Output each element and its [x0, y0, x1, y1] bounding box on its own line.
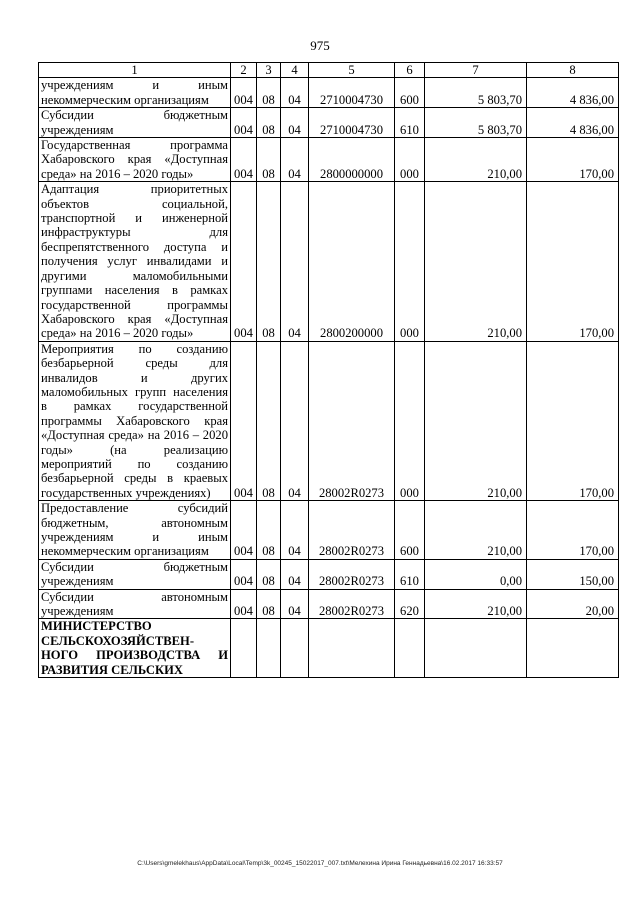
row-value-cell: 08 [257, 559, 281, 589]
row-value-cell: 04 [281, 559, 309, 589]
page-number: 975 [310, 38, 330, 53]
row-value-cell: 5 803,70 [425, 108, 527, 138]
row-value-cell: 000 [395, 341, 425, 500]
row-value-cell: 04 [281, 78, 309, 108]
row-value-cell: 0,00 [425, 559, 527, 589]
row-value-cell: 28002R0273 [309, 501, 395, 560]
column-header: 2 [231, 63, 257, 78]
row-value-cell [257, 619, 281, 678]
row-value-cell: 28002R0273 [309, 559, 395, 589]
row-name-cell: Предоставление субсидий бюджетным, автономным учреждениям и иным некоммерческим организациям [39, 501, 231, 560]
row-value-cell [395, 619, 425, 678]
row-value-cell: 08 [257, 501, 281, 560]
row-value-cell: 620 [395, 589, 425, 619]
row-value-cell [231, 619, 257, 678]
row-value-cell: 08 [257, 341, 281, 500]
row-value-cell: 28002R0273 [309, 341, 395, 500]
row-value-cell: 004 [231, 138, 257, 182]
table-row [39, 138, 619, 182]
row-value-cell: 08 [257, 78, 281, 108]
table-row [39, 619, 619, 678]
row-value-cell: 04 [281, 341, 309, 500]
row-value-cell [527, 619, 619, 678]
row-value-cell: 210,00 [425, 138, 527, 182]
row-value-cell: 210,00 [425, 182, 527, 341]
row-value-cell: 004 [231, 589, 257, 619]
table-row [39, 341, 619, 500]
row-value-cell: 170,00 [527, 501, 619, 560]
table-row [39, 108, 619, 138]
row-value-cell: 08 [257, 589, 281, 619]
column-header: 3 [257, 63, 281, 78]
column-header: 5 [309, 63, 395, 78]
row-value-cell: 28002R0273 [309, 589, 395, 619]
row-value-cell: 4 836,00 [527, 108, 619, 138]
row-value-cell: 610 [395, 559, 425, 589]
row-value-cell: 150,00 [527, 559, 619, 589]
row-value-cell: 2710004730 [309, 78, 395, 108]
row-value-cell: 20,00 [527, 589, 619, 619]
row-value-cell: 004 [231, 182, 257, 341]
column-header: 7 [425, 63, 527, 78]
row-name-cell: Субсидии автономным учреждениям [39, 589, 231, 619]
row-value-cell: 004 [231, 341, 257, 500]
row-value-cell: 004 [231, 78, 257, 108]
row-name-cell: Субсидии бюджетным учреждениям [39, 559, 231, 589]
row-value-cell [309, 619, 395, 678]
row-value-cell: 000 [395, 138, 425, 182]
row-value-cell: 2800000000 [309, 138, 395, 182]
row-value-cell: 5 803,70 [425, 78, 527, 108]
column-header: 4 [281, 63, 309, 78]
row-value-cell: 004 [231, 559, 257, 589]
row-value-cell: 08 [257, 138, 281, 182]
row-value-cell: 04 [281, 501, 309, 560]
table-row [39, 501, 619, 560]
row-value-cell: 04 [281, 108, 309, 138]
row-value-cell: 170,00 [527, 138, 619, 182]
row-value-cell: 600 [395, 78, 425, 108]
row-value-cell: 08 [257, 182, 281, 341]
table-row [39, 78, 619, 108]
row-name-cell: Адаптация приоритетных объектов социальной, транспортной и инженерной инфраструктуры для беспрепятственного доступа и получения услуг инвалидами и другими маломобильными группами населения в рамках государственной программы Хабаровского края «Доступная среда» на 2016 – 2020 годы» [39, 182, 231, 341]
row-value-cell: 2800200000 [309, 182, 395, 341]
row-value-cell: 210,00 [425, 341, 527, 500]
table-row [39, 559, 619, 589]
column-header: 6 [395, 63, 425, 78]
row-value-cell: 000 [395, 182, 425, 341]
row-value-cell: 04 [281, 589, 309, 619]
row-name-cell: Субсидии бюджетным учреждениям [39, 108, 231, 138]
row-value-cell: 08 [257, 108, 281, 138]
budget-table [38, 62, 619, 678]
column-header: 8 [527, 63, 619, 78]
row-value-cell: 170,00 [527, 341, 619, 500]
row-value-cell: 170,00 [527, 182, 619, 341]
table-header-row [39, 63, 619, 78]
row-value-cell: 600 [395, 501, 425, 560]
row-value-cell: 04 [281, 138, 309, 182]
row-value-cell: 04 [281, 182, 309, 341]
row-value-cell: 210,00 [425, 589, 527, 619]
table-row [39, 182, 619, 341]
row-value-cell: 610 [395, 108, 425, 138]
row-value-cell: 210,00 [425, 501, 527, 560]
row-value-cell [425, 619, 527, 678]
row-value-cell: 2710004730 [309, 108, 395, 138]
row-value-cell [281, 619, 309, 678]
column-header: 1 [39, 63, 231, 78]
file-path-footer: C:\Users\gmelekhaus\AppData\Local\Temp\3k_00245_15022017_007.txt\Мелехина Ирина Геннадьевна\16.02.2017 16:33:57 [137, 860, 503, 867]
row-name-cell: МИНИСТЕРСТВО СЕЛЬСКОХОЗЯЙСТВЕН-НОГО ПРОИЗВОДСТВА И РАЗВИТИЯ СЕЛЬСКИХ [39, 619, 231, 678]
row-name-cell: учреждениям и иным некоммерческим организациям [39, 78, 231, 108]
table-row [39, 589, 619, 619]
row-value-cell: 004 [231, 108, 257, 138]
row-name-cell: Государственная программа Хабаровского края «Доступная среда» на 2016 – 2020 годы» [39, 138, 231, 182]
row-value-cell: 4 836,00 [527, 78, 619, 108]
row-value-cell: 004 [231, 501, 257, 560]
row-name-cell: Мероприятия по созданию безбарьерной среды для инвалидов и других маломобильных групп населения в рамках государственной программы Хабаровского края «Доступная среда» на 2016 – 2020 годы» (на реализацию мероприятий по созданию безбарьерной среды в краевых государственных учреждениях) [39, 341, 231, 500]
